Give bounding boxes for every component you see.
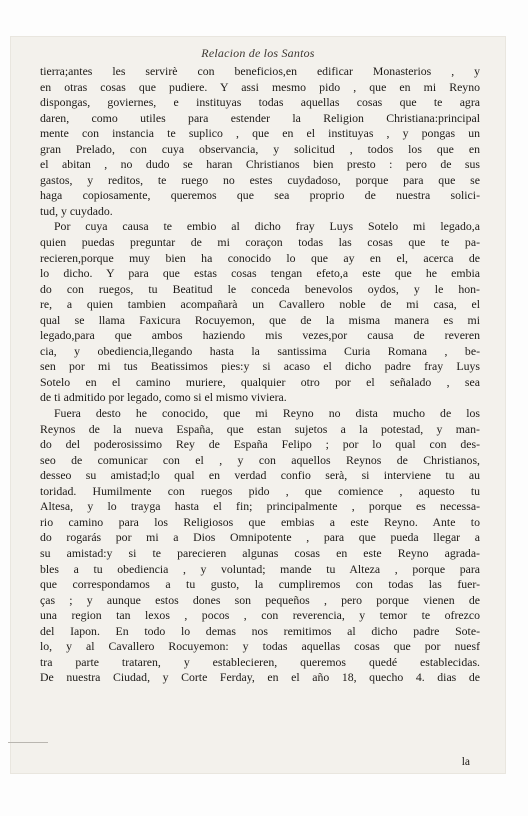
text-line: dispongas, goviernes, e instituyas todas aquellas cosas que te agra	[40, 95, 480, 110]
text-line: qual se llama Faxicura Rocuyemon, que de la misma manera es mi	[40, 312, 480, 327]
text-line: toridad. Humilmente con ruegos pido , que comience , aquesto tu	[40, 483, 480, 498]
text-line: que correspondamos a tu gusto, la cumpliremos con todas las fuer-	[40, 577, 480, 592]
text-line: legado,para que ambos haziendo mis vezes,por causa de reveren	[40, 328, 480, 343]
book-page	[10, 36, 506, 774]
text-line: rio camino para los Religiosos que embias a este Reyno. Ante to	[40, 514, 480, 529]
text-line: recieren,porque muy bien ha conocido lo que ay en el, acerca de	[40, 250, 480, 265]
text-line: haga copiosamente, queremos que sea proprio de nuestra solici-	[40, 188, 480, 203]
text-line: re, a quien tambien acompañarà un Cavallero noble de mi casa, el	[40, 297, 480, 312]
text-line: De nuestra Ciudad, y Corte Ferday, en el año 18, quecho 4. dias de	[40, 670, 480, 685]
text-line: Fuera desto he conocido, que mi Reyno no dista mucho de los	[54, 406, 480, 421]
text-line: mente con instancia te suplico , que en el instituyas , y pongas un	[40, 126, 480, 141]
text-line: tud, y cuydado.	[40, 203, 113, 218]
text-line: una region tan lexos , pocos , con reverencia, y temor te ofrezco	[40, 608, 480, 623]
page-edge-line	[8, 742, 48, 743]
text-line: do rogarás por mi a Dios Omnipotente , para que pueda llegar a	[40, 530, 480, 545]
text-line: tra parte trataren, y establecieren, queremos quedé establecidas.	[40, 654, 480, 669]
text-line: de ti admitido por legado, como si el mismo viviera.	[40, 390, 287, 405]
text-line: gastos, y reditos, te ruego no estes cuydadoso, porque para que se	[40, 172, 480, 187]
text-line: do con ruegos, tu Beatitud le conceda benevolos oydos, y le hon-	[40, 281, 480, 296]
text-line: bles a tu obediencia , y voluntad; mande tu Alteza , porque para	[40, 561, 480, 576]
text-line: gran Prelado, con cuya observancia, y solicitud , todos los que en	[40, 141, 480, 156]
body-text	[40, 64, 480, 686]
text-line: tierra;antes les servirè con beneficios,en edificar Monasterios , y	[40, 64, 480, 78]
text-line: Altesa, y lo trayga hasta el fin; principalmente , porque es necessa-	[40, 499, 480, 514]
text-line: Sotelo en el camino muriere, qualquier otro por el señalado , sea	[40, 374, 480, 389]
text-line: lo, y al Cavallero Rocuyemon: y todas aquellas cosas que por nuesf	[40, 639, 480, 654]
text-line: quien puedas preguntar de mi coraçon todas las cosas que te pa-	[40, 235, 480, 250]
text-line: seo de comunicar con el , y con aquellos Reynos de Christianos,	[40, 452, 480, 467]
running-head: Relacion de los Santos	[201, 46, 315, 60]
text-line: cia, y obediencia,llegando hasta la santissima Curia Romana , be-	[40, 343, 480, 358]
text-line: do del poderosissimo Rey de España Felipo ; por lo qual con des-	[40, 437, 480, 452]
text-line: ças ; y aunque estos dones son pequeños , pero porque vienen de	[40, 592, 480, 607]
text-line: Por cuya causa te embio al dicho fray Luys Sotelo mi legado,a	[54, 219, 480, 234]
text-line: Reynos de la nueva España, que estan sujetos a la potestad, y man-	[40, 421, 480, 436]
text-line: del Iapon. En todo lo demas nos remitimos al dicho padre Sote-	[40, 623, 480, 638]
text-line: lo dicho. Y para que estas cosas tengan efeto,a este que he embia	[40, 266, 480, 281]
catchword: la	[461, 756, 470, 768]
text-line: desseo su amistad;lo qual en verdad confio serà, si interviene tu au	[40, 468, 480, 483]
text-line: daren, como utiles para estender la Religion Christiana:principal	[40, 110, 480, 125]
text-line: sen por mi tus Beatissimos pies:y si acaso el dicho padre fray Luys	[40, 359, 480, 374]
text-line: en otras cosas que pudiere. Y assi mesmo pido , que en mi Reyno	[40, 79, 480, 94]
text-line: su amistad:y si te parecieren algunas cosas en este Reyno agrada-	[40, 545, 480, 560]
text-line: el abitan , no dudo se haran Christianos bien presto : pero de sus	[40, 157, 480, 172]
